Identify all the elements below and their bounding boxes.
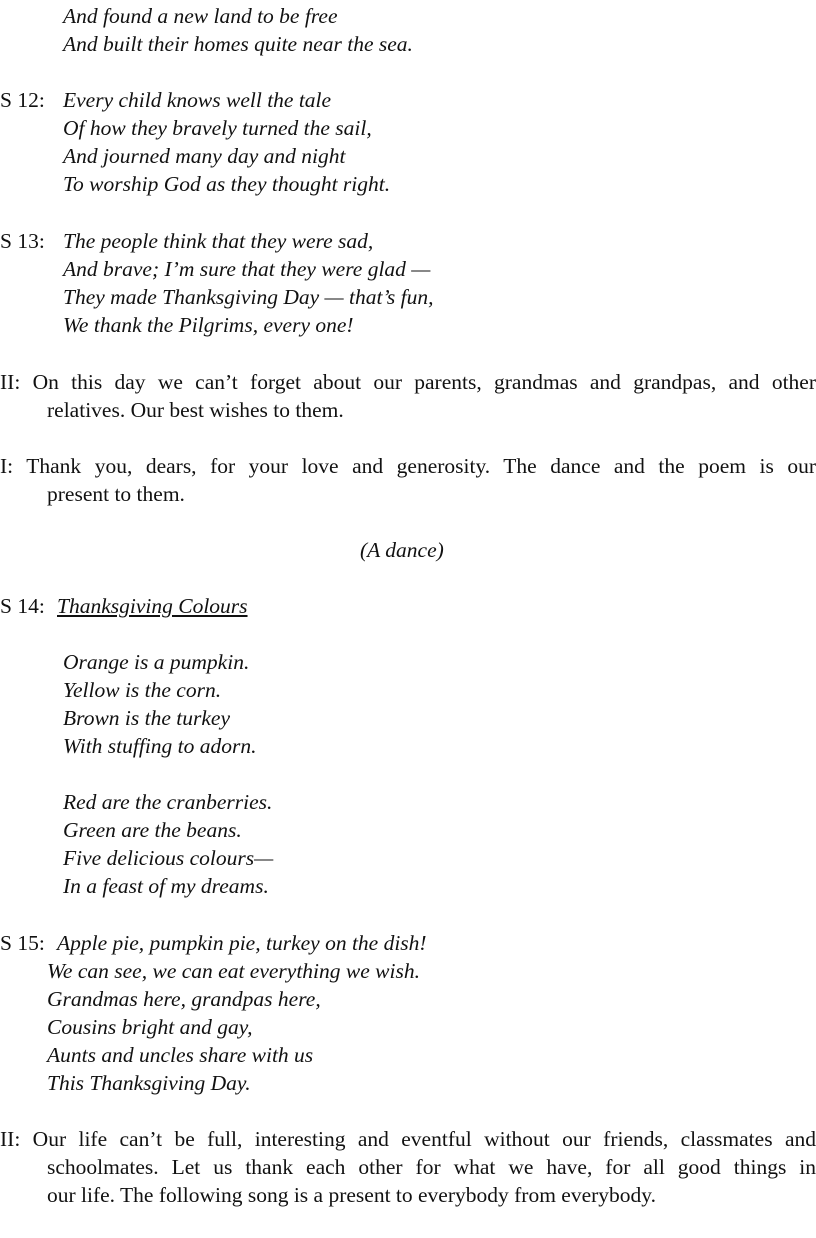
verse-line: The people think that they were sad,: [63, 229, 374, 253]
verse-line: Green are the beans.: [63, 818, 242, 842]
prose-line: schoolmates. Let us thank each other for what we have, for all good things in: [47, 1155, 816, 1179]
verse-line: They made Thanksgiving Day — that’s fun,: [63, 285, 434, 309]
verse-line: And brave; I’m sure that they were glad —: [63, 257, 431, 281]
verse-line: And journed many day and night: [63, 144, 346, 168]
verse-line: Every child knows well the tale: [63, 88, 332, 112]
verse-line: Aunts and uncles share with us: [47, 1043, 314, 1067]
verse-line: Grandmas here, grandpas here,: [47, 987, 321, 1011]
prose-line: present to them.: [47, 482, 185, 506]
verse-line: Cousins bright and gay,: [47, 1015, 253, 1039]
verse-line: Of how they bravely turned the sail,: [63, 116, 372, 140]
verse-line: Orange is a pumpkin.: [63, 650, 250, 674]
prose-line: II: Our life can’t be full, interesting and eventful without our friends, classmates and: [0, 1127, 816, 1151]
verse-line: Brown is the turkey: [63, 706, 230, 730]
prose-line: I: Thank you, dears, for your love and generosity. The dance and the poem is our: [0, 454, 816, 478]
verse-line: Five delicious colours—: [63, 846, 274, 870]
verse-line: Apple pie, pumpkin pie, turkey on the dish!: [57, 931, 427, 955]
verse-line: And built their homes quite near the sea.: [63, 32, 413, 56]
verse-line: Yellow is the corn.: [63, 678, 222, 702]
speaker-label-s15: S 15:: [0, 931, 45, 955]
verse-line: To worship God as they thought right.: [63, 172, 391, 196]
prose-line: our life. The following song is a present to everybody from everybody.: [47, 1183, 657, 1207]
verse-line: We thank the Pilgrims, every one!: [63, 313, 354, 337]
poem-title: Thanksgiving Colours: [57, 594, 248, 618]
prose-line: II: On this day we can’t forget about our parents, grandmas and grandpas, and other: [0, 370, 816, 394]
verse-line: And found a new land to be free: [63, 4, 338, 28]
verse-line: This Thanksgiving Day.: [47, 1071, 251, 1095]
verse-line: We can see, we can eat everything we wish.: [47, 959, 420, 983]
speaker-label-s12: S 12:: [0, 88, 45, 112]
prose-line: relatives. Our best wishes to them.: [47, 398, 344, 422]
speaker-label-s13: S 13:: [0, 229, 45, 253]
verse-line: Red are the cranberries.: [63, 790, 273, 814]
speaker-label-s14: S 14:: [0, 594, 45, 618]
verse-line: With stuffing to adorn.: [63, 734, 257, 758]
stage-direction: (A dance): [360, 538, 444, 562]
verse-line: In a feast of my dreams.: [63, 874, 269, 898]
